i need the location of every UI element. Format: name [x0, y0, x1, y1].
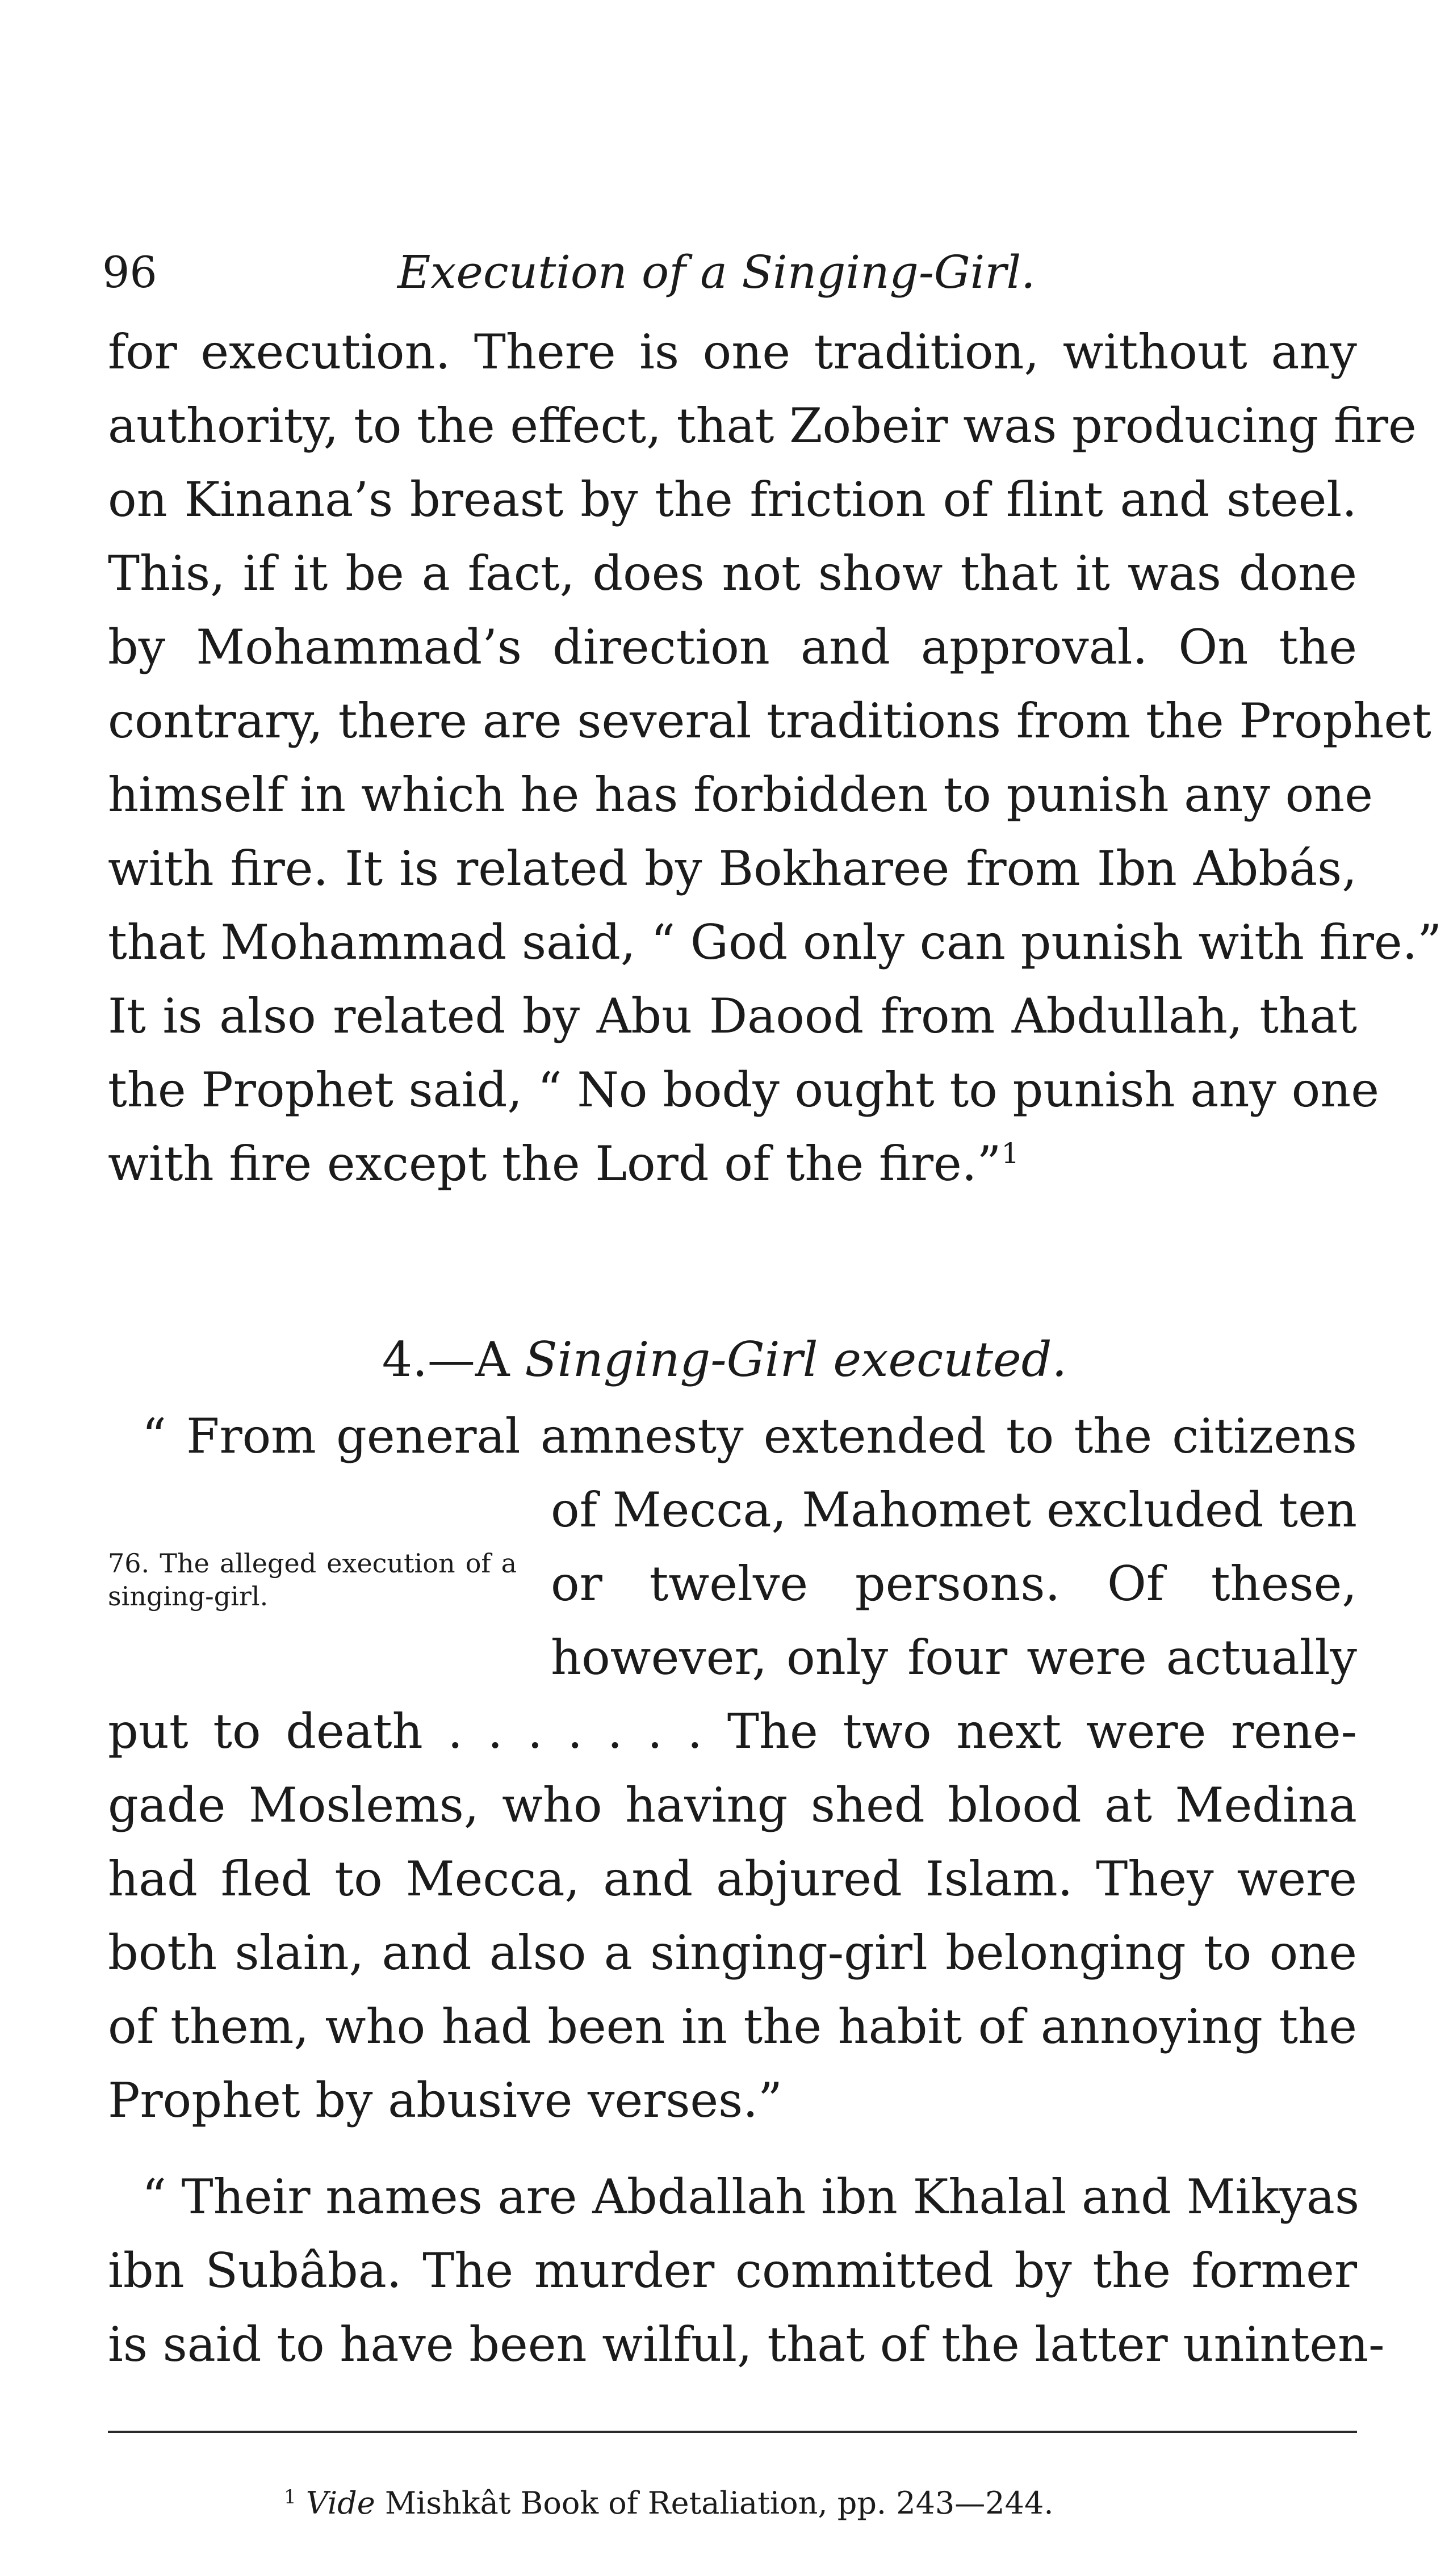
footnote-text: Mishkât Book of Retaliation, pp. 243—244.	[384, 2485, 1054, 2521]
footnote-marker: 1	[284, 2486, 296, 2508]
text-line: himself in which he has forbidden to punish any one	[108, 767, 1373, 823]
text-line: on Kinana’s breast by the friction of flint and steel.	[108, 472, 1357, 527]
running-head	[102, 238, 1351, 307]
text-line: or twelve persons. Of these,	[551, 1556, 1357, 1612]
text-line: of them, who had been in the habit of annoying the	[108, 1999, 1357, 2054]
footnote-vide: Vide	[305, 2485, 375, 2521]
text-line: Prophet by abusive verses.”	[108, 2072, 782, 2128]
text-line: contrary, there are several traditions from the Prophet	[108, 693, 1431, 749]
text-line: for execution. There is one tradition, without any	[108, 324, 1357, 380]
running-title: Execution of a Singing-Girl.	[397, 246, 1036, 299]
text-line: had fled to Mecca, and abjured Islam. They were	[108, 1851, 1357, 1907]
text-line: with fire. It is related by Bokharee from Ibn Abbás,	[108, 841, 1357, 896]
text-line: This, if it be a fact, does not show that it was done	[108, 546, 1357, 601]
text-line: by Mohammad’s direction and approval. On the	[108, 619, 1357, 675]
text-line: put to death . . . . . . . The two next were rene-	[108, 1704, 1357, 1759]
text-line: gade Moslems, who having shed blood at Medina	[108, 1777, 1357, 1833]
text-line: authority, to the effect, that Zobeir was producing fire	[108, 398, 1417, 454]
text-line: of Mecca, Mahomet excluded ten	[551, 1482, 1357, 1538]
section-number: 4.—A	[382, 1332, 510, 1387]
text-line-last	[108, 1127, 1357, 1201]
text-line: “ Their names are Abdallah ibn Khalal and Mikyas	[142, 2169, 1360, 2225]
footnote	[284, 2481, 1054, 2526]
section-title: Singing-Girl executed.	[525, 1332, 1067, 1387]
text-line: It is also related by Abu Daood from Abdullah, that	[108, 988, 1357, 1044]
text-line: however, only four were actually	[551, 1630, 1357, 1685]
text-line: both slain, and also a singing-girl belonging to one	[108, 1925, 1357, 1981]
section-heading	[0, 1323, 1449, 1396]
text-line: the Prophet said, “ No body ought to punish any one	[108, 1062, 1379, 1118]
text-line: that Mohammad said, “ God only can punish with fire.”	[108, 914, 1442, 970]
text-line: “ From general amnesty extended to the citizens	[142, 1408, 1357, 1464]
margin-note: 76. The alleged execution of a singing-girl.	[108, 1548, 517, 1612]
text-line: is said to have been wilful, that of the latter uninten-	[108, 2317, 1385, 2372]
footnote-reference: 1	[1001, 1137, 1020, 1170]
text-line: ibn Subâba. The murder committed by the former	[108, 2243, 1357, 2298]
text-line-content: with fire except the Lord of the fire.”	[108, 1136, 1002, 1191]
footnote-rule	[108, 2431, 1357, 2433]
page-number: 96	[102, 247, 157, 297]
